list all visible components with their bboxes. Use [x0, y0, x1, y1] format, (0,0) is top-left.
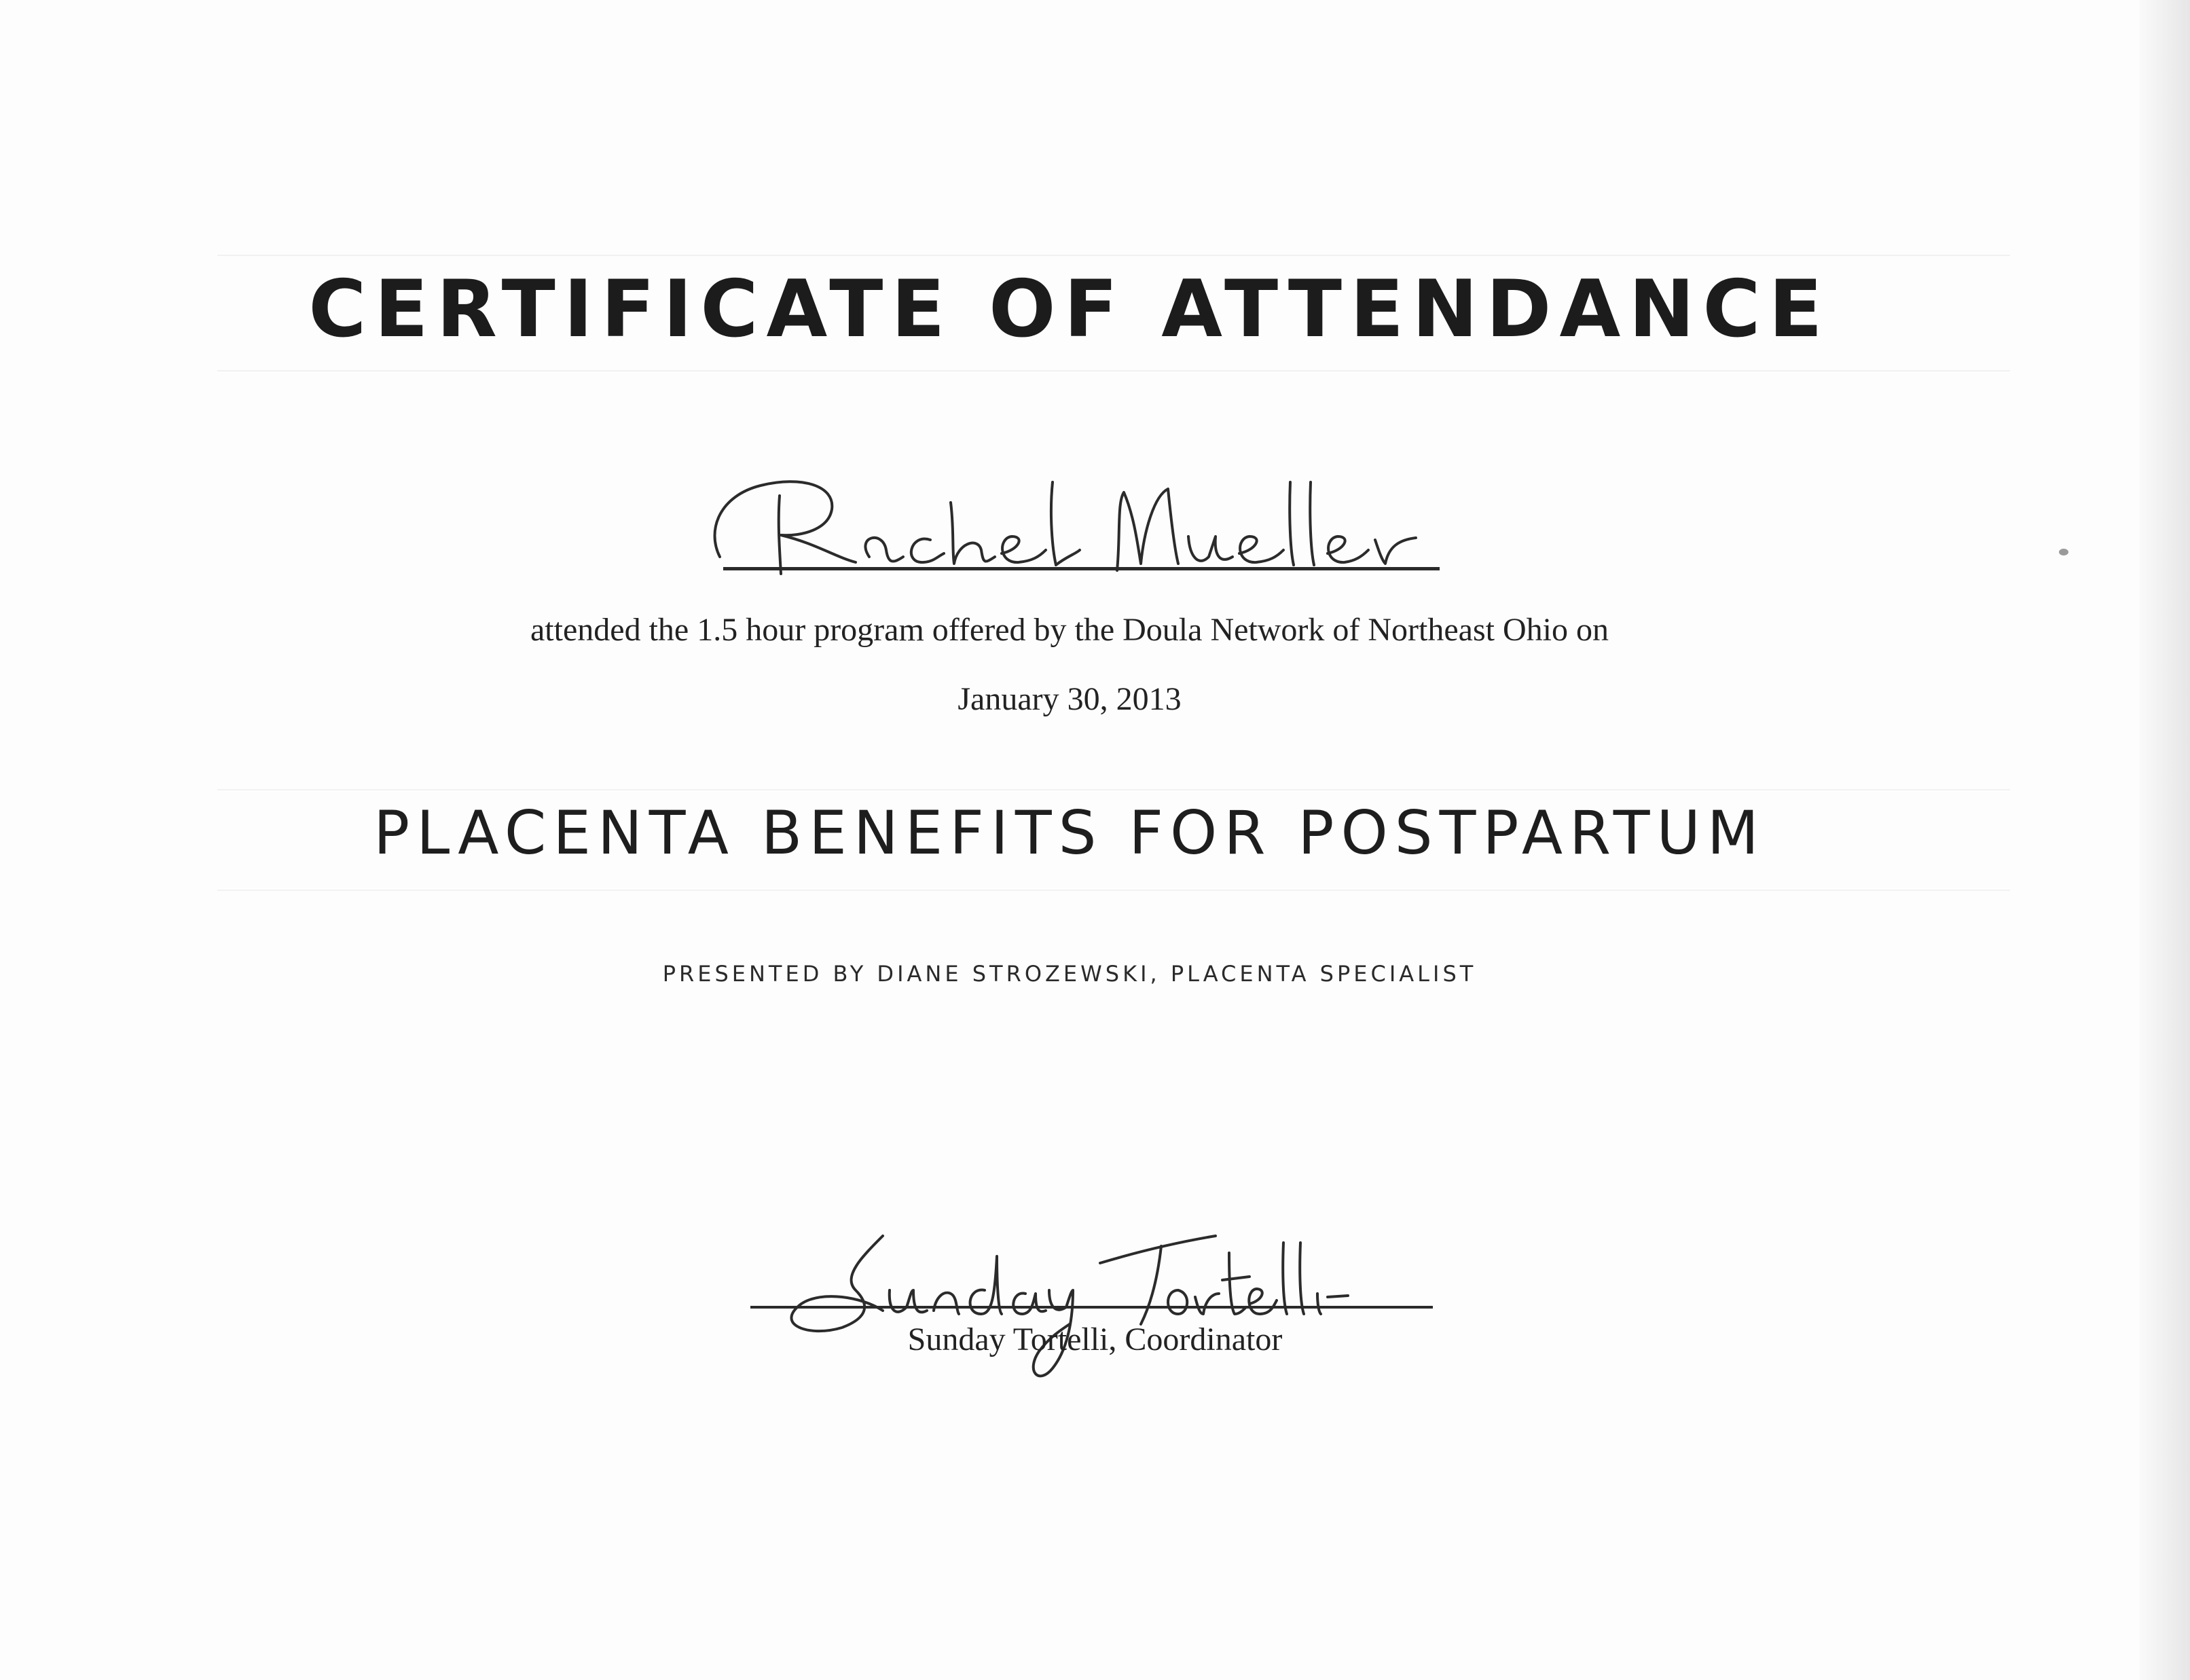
attendee-signature: [699, 455, 1440, 591]
scan-band: [217, 255, 2010, 256]
presenter-line: PRESENTED BY DIANE STROZEWSKI, PLACENTA SPECIALIST: [662, 961, 1477, 987]
program-date: January 30, 2013: [957, 681, 1182, 717]
coordinator-signature: [781, 1216, 1358, 1389]
scan-edge-shadow: [2139, 0, 2190, 1680]
attendance-statement: attended the 1.5 hour program offered by the Doula Network of Northeast Ohio on: [530, 612, 1609, 648]
scan-band: [217, 890, 2010, 891]
coordinator-signature-line: [750, 1306, 1433, 1309]
scan-speck: [2059, 549, 2068, 555]
coordinator-name: Sunday Tortelli, Coordinator: [907, 1321, 1283, 1357]
attendee-signature-line: [723, 567, 1440, 570]
scan-band: [217, 370, 2010, 371]
program-title: PLACENTA BENEFITS FOR POSTPARTUM: [373, 798, 1766, 868]
scan-band: [217, 789, 2010, 790]
certificate-title: CERTIFICATE OF ATTENDANCE: [308, 263, 1831, 355]
